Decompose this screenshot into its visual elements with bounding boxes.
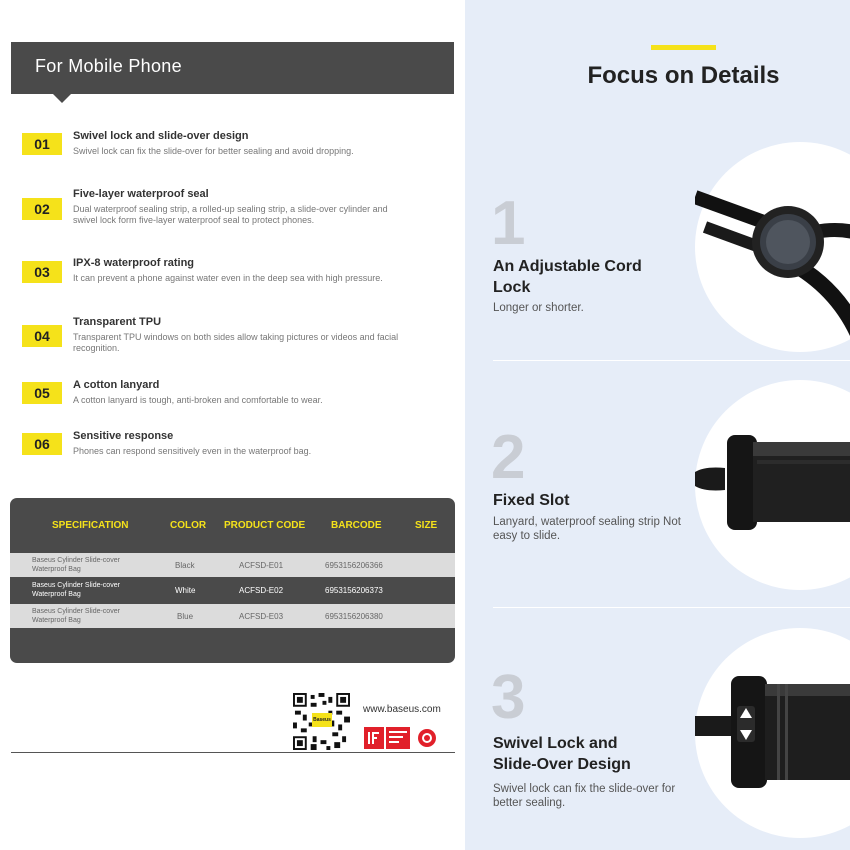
header-banner xyxy=(11,42,454,94)
table-row xyxy=(10,578,455,602)
detail-description: Swivel lock can fix the slide-over for better sealing. xyxy=(493,783,676,809)
feature-title: IPX-8 waterproof rating xyxy=(73,257,195,269)
feature-number-badge: 06 xyxy=(22,433,62,455)
feature-description: A cotton lanyard is tough, anti-broken and comfortable to wear. xyxy=(73,395,323,405)
red-dot-award-icon xyxy=(416,727,438,749)
feature-description: Swivel lock can fix the slide-over for better sealing and avoid dropping. xyxy=(73,146,354,156)
feature-number-badge: 05 xyxy=(22,382,62,404)
detail-title: An Adjustable Cord Lock xyxy=(493,258,642,296)
cord-lock-image xyxy=(695,142,850,352)
cell-product-code: ACFSD-E01 xyxy=(239,561,284,570)
cell-specification: Baseus Cylinder Slide-cover Waterproof Bag xyxy=(32,582,120,598)
detail-title: Fixed Slot xyxy=(493,492,570,509)
website-link[interactable]: www.baseus.com xyxy=(363,704,441,715)
cell-specification: Baseus Cylinder Slide-cover Waterproof Bag xyxy=(32,608,120,624)
detail-number: 1 xyxy=(491,189,526,258)
feature-title: Sensitive response xyxy=(73,430,174,442)
section-divider xyxy=(493,607,850,608)
cell-barcode: 6953156206373 xyxy=(325,586,383,595)
details-title: Focus on Details xyxy=(587,62,780,89)
feature-title: Five-layer waterproof seal xyxy=(73,188,209,200)
feature-number-badge: 04 xyxy=(22,325,62,347)
banner-title: For Mobile Phone xyxy=(35,56,182,76)
if-design-award-icon xyxy=(364,727,384,749)
table-header-color: COLOR xyxy=(170,520,207,531)
table-header-specification: SPECIFICATION xyxy=(52,520,129,531)
right-panel xyxy=(465,0,850,850)
detail-description: Longer or shorter. xyxy=(493,302,584,314)
cell-color: Blue xyxy=(177,612,194,621)
swivel-lock-image xyxy=(695,628,850,838)
cell-product-code: ACFSD-E03 xyxy=(239,612,284,621)
cell-barcode: 6953156206366 xyxy=(325,561,383,570)
fixed-slot-image xyxy=(695,380,850,590)
feature-number-badge: 03 xyxy=(22,261,62,283)
accent-bar xyxy=(651,45,716,50)
table-header-barcode: BARCODE xyxy=(331,520,382,531)
feature-description: It can prevent a phone against water even in the deep sea with high pressure. xyxy=(73,273,383,283)
detail-image-circle xyxy=(695,628,850,838)
table-header-size: SIZE xyxy=(415,520,438,531)
cell-product-code: ACFSD-E02 xyxy=(239,586,284,595)
feature-number-badge: 02 xyxy=(22,198,62,220)
design-award-label-icon xyxy=(386,727,410,749)
detail-description: Lanyard, waterproof sealing strip Not easy to slide. xyxy=(493,516,681,542)
spec-table xyxy=(10,498,455,663)
detail-image-circle xyxy=(695,142,850,352)
section-divider xyxy=(493,360,850,361)
feature-number-badge: 01 xyxy=(22,133,62,155)
table-row xyxy=(10,604,455,628)
banner-notch xyxy=(53,94,71,103)
footer-divider xyxy=(11,752,455,753)
feature-description: Dual waterproof sealing strip, a rolled-up sealing strip, a slide-over cylinder and swivel lock form five-layer waterproof seal to protect phones. xyxy=(73,204,388,225)
detail-number: 2 xyxy=(491,423,526,492)
feature-title: Transparent TPU xyxy=(73,316,162,328)
detail-title: Swivel Lock and Slide-Over Design xyxy=(493,735,631,773)
feature-description: Phones can respond sensitively even in the waterproof bag. xyxy=(73,446,312,456)
table-header-product-code: PRODUCT CODE xyxy=(224,520,306,531)
cell-specification: Baseus Cylinder Slide-cover Waterproof Bag xyxy=(32,557,120,573)
feature-title: A cotton lanyard xyxy=(73,379,160,391)
baseus-logo: Baseus xyxy=(312,713,332,727)
feature-description: Transparent TPU windows on both sides allow taking pictures or videos and facial recognition. xyxy=(73,332,399,353)
cell-color: Black xyxy=(175,561,195,570)
cell-color: White xyxy=(175,586,196,595)
cell-barcode: 6953156206380 xyxy=(325,612,383,621)
feature-title: Swivel lock and slide-over design xyxy=(73,130,249,142)
table-row xyxy=(10,553,455,577)
detail-number: 3 xyxy=(491,663,526,732)
detail-image-circle xyxy=(695,380,850,590)
